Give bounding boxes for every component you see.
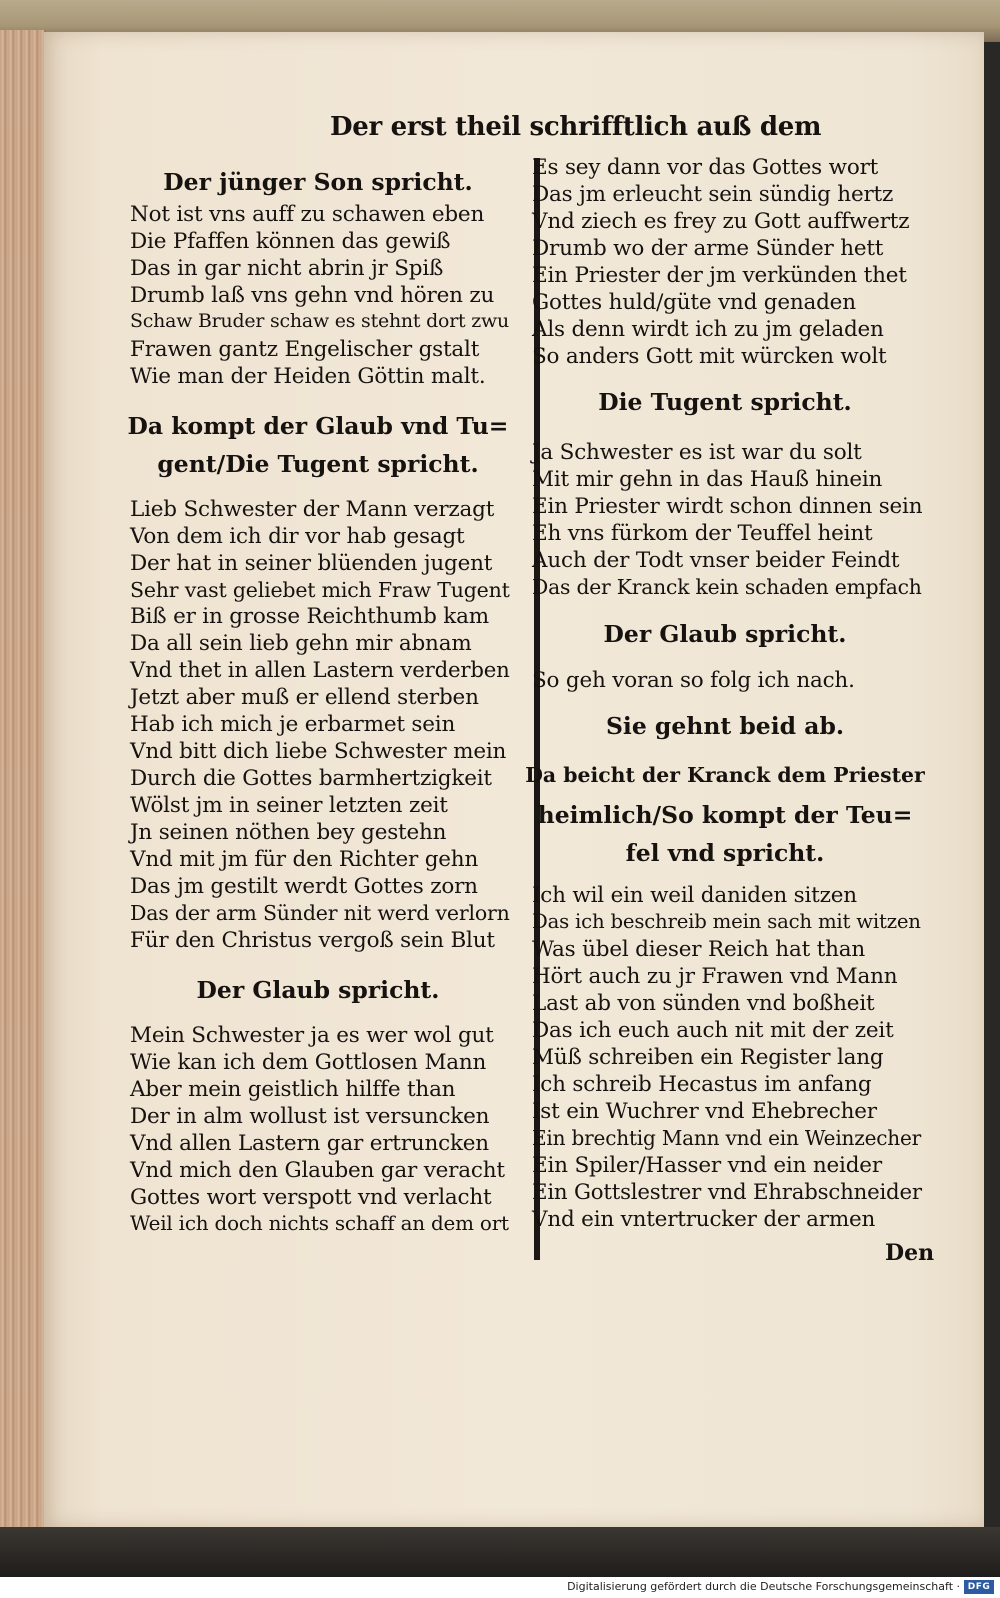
right-verse-line: Ein Spiler/Hasser vnd ein neider [532, 1153, 882, 1178]
left-verse-line: Lieb Schwester der Mann verzagt [130, 497, 495, 522]
left-verse-line: Not ist vns auff zu schawen eben [130, 202, 485, 227]
right-heading: Der Glaub spricht. [603, 620, 847, 648]
right-heading: Sie gehnt beid ab. [605, 712, 845, 740]
left-verse-line: Aber mein geistlich hilffe than [130, 1077, 456, 1102]
left-verse-line: Von dem ich dir vor hab gesagt [130, 524, 465, 549]
running-head: Der erst theil schrifftlich auß dem [330, 112, 822, 142]
left-heading: Der jünger Son spricht. [163, 168, 473, 196]
left-verse-line: Wie man der Heiden Göttin malt. [130, 364, 486, 389]
right-verse-line: Ein brechtig Mann vnd ein Weinzecher [532, 1126, 922, 1150]
left-verse-line: Vnd allen Lastern gar ertruncken [130, 1131, 489, 1156]
right-verse-line: Vnd ein vntertrucker der armen [532, 1207, 876, 1232]
right-verse-line: Ich wil ein weil daniden sitzen [532, 883, 857, 908]
funding-credit: Digitalisierung gefördert durch die Deutsche Forschungsgemeinschaft · [567, 1580, 960, 1593]
left-verse-line: Das in gar nicht abrin jr Spiß [130, 256, 444, 281]
left-verse-line: Wie kan ich dem Gottlosen Mann [130, 1050, 487, 1075]
left-verse-line: Gottes wort verspott vnd verlacht [130, 1185, 492, 1210]
right-verse-line: Das ich beschreib mein sach mit witzen [532, 910, 921, 933]
left-verse-line: Vnd bitt dich liebe Schwester mein [130, 739, 507, 764]
left-verse-line: Vnd mich den Glauben gar veracht [130, 1158, 505, 1183]
right-verse-line: Mit mir gehn in das Hauß hinein [532, 467, 883, 492]
right-heading: fel vnd spricht. [625, 839, 825, 867]
left-heading: Der Glaub spricht. [196, 976, 440, 1004]
left-verse-line: Der hat in seiner blüenden jugent [130, 551, 493, 576]
right-verse-line: Vnd ziech es frey zu Gott auffwertz [532, 209, 910, 234]
left-verse-line: Das der arm Sünder nit werd verlorn [130, 901, 510, 925]
right-verse-line: Müß schreiben ein Register lang [532, 1045, 884, 1070]
right-verse-line: Ja Schwester es ist war du solt [532, 440, 862, 465]
right-verse-line: Ein Gottslestrer vnd Ehrabschneider [532, 1180, 922, 1205]
book-fore-edge [0, 30, 46, 1530]
left-verse-line: Schaw Bruder schaw es stehnt dort zwu [130, 310, 509, 332]
left-heading: Da kompt der Glaub vnd Tu= [127, 412, 509, 440]
left-verse-line: Das jm gestilt werdt Gottes zorn [130, 874, 478, 899]
right-verse-line: Als denn wirdt ich zu jm geladen [532, 317, 884, 342]
left-verse-line: Die Pfaffen können das gewiß [130, 229, 451, 254]
left-verse-line: Weil ich doch nichts schaff an dem ort [130, 1212, 509, 1235]
left-heading: gent/Die Tugent spricht. [157, 450, 479, 478]
left-verse-line: Mein Schwester ja es wer wol gut [130, 1023, 494, 1048]
left-verse-line: Durch die Gottes barmhertzigkeit [130, 766, 492, 791]
left-verse-line: Für den Christus vergoß sein Blut [130, 928, 495, 953]
right-verse-line: Auch der Todt vnser beider Feindt [532, 548, 900, 573]
left-verse-line: Hab ich mich je erbarmet sein [130, 712, 456, 737]
right-verse-line: Es sey dann vor das Gottes wort [532, 155, 879, 180]
right-heading: Die Tugent spricht. [598, 388, 852, 416]
footer-bar [0, 1577, 1000, 1598]
right-heading: heimlich/So kompt der Teu= [537, 801, 913, 829]
right-verse-line: Was übel dieser Reich hat than [532, 937, 865, 962]
right-heading: Da beicht der Kranck dem Priester [525, 763, 925, 787]
left-verse-line: Drumb laß vns gehn vnd hören zu [130, 283, 495, 308]
right-verse-line: Ist ein Wuchrer vnd Ehebrecher [532, 1099, 877, 1124]
left-verse-line: Vnd thet in allen Lastern verderben [130, 658, 510, 683]
left-verse-line: Wölst jm in seiner letzten zeit [130, 793, 448, 818]
left-verse-line: Da all sein lieb gehn mir abnam [130, 631, 472, 656]
right-verse-line: Das ich euch auch nit mit der zeit [532, 1018, 894, 1043]
right-verse-line: So anders Gott mit würcken wolt [532, 344, 887, 369]
catchword: Den [885, 1240, 935, 1266]
right-verse-line: Ein Priester der jm verkünden thet [532, 263, 907, 288]
left-verse-line: Sehr vast geliebet mich Fraw Tugent [130, 578, 510, 602]
left-verse-line: Frawen gantz Engelischer gstalt [130, 337, 480, 362]
right-verse-line: Gottes huld/güte vnd genaden [532, 290, 856, 315]
dfg-logo: DFG [964, 1580, 994, 1594]
right-verse-line: Last ab von sünden vnd boßheit [532, 991, 875, 1016]
right-verse-line: Eh vns fürkom der Teuffel heint [532, 521, 873, 546]
right-verse-line: Hört auch zu jr Frawen vnd Mann [532, 964, 898, 989]
right-verse-line: Ich schreib Hecastus im anfang [532, 1072, 872, 1097]
left-verse-line: Jetzt aber muß er ellend sterben [130, 685, 479, 710]
left-verse-line: Biß er in grosse Reichthumb kam [130, 604, 489, 629]
left-verse-line: Der in alm wollust ist versuncken [130, 1104, 490, 1129]
right-verse-line: Ein Priester wirdt schon dinnen sein [532, 494, 923, 519]
left-verse-line: Jn seinen nöthen bey gestehn [130, 820, 447, 845]
scan-background [0, 1527, 1000, 1577]
right-verse-line: So geh voran so folg ich nach. [532, 668, 855, 693]
right-verse-line: Das der Kranck kein schaden empfach [532, 575, 922, 599]
right-verse-line: Das jm erleucht sein sündig hertz [532, 182, 894, 207]
left-verse-line: Vnd mit jm für den Richter gehn [130, 847, 479, 872]
right-verse-line: Drumb wo der arme Sünder hett [532, 236, 884, 261]
